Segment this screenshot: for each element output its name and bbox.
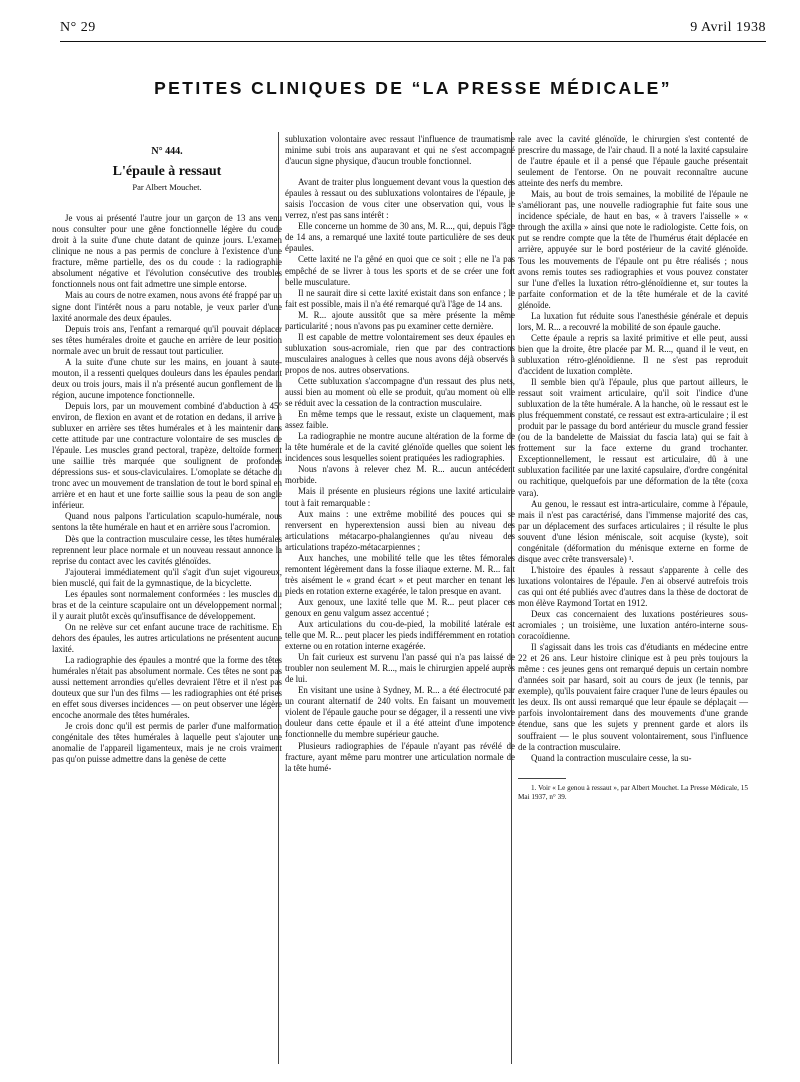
- paragraph: A la suite d'une chute sur les mains, en jouant à saute-mouton, il a ressenti quelques douleurs dans les épaules pendant deux ou trois jours, mais il n'a présenté aucun gonflement de la région, aucune impotence fonctionnelle.: [52, 356, 282, 400]
- paragraph: Mais il présente en plusieurs régions une laxité articulaire tout à fait remarquable :: [285, 486, 515, 508]
- paragraph: Aux mains : une extrême mobilité des pouces qui se renversent en hyperextension aussi bien au niveau des articulations métacarpo-phalangiennes qu'au niveau des articulations trapézo-métacarpiennes ;: [285, 508, 515, 552]
- paragraph: En même temps que le ressaut, existe un claquement, mais assez faible.: [285, 409, 515, 431]
- paragraph: On ne relève sur cet enfant aucune trace de rachitisme. En dehors des épaules, les autres articulations ne présentent aucune laxité.: [52, 621, 282, 654]
- paragraph: Depuis lors, par un mouvement combiné d'abduction à 45° environ, de flexion en avant et de rotation en dedans, il arrive à subluxer en arrière ses têtes humérales et à les maintenir dans cette attitude par une contracture volontaire de ses muscles de l'épaule. Les muscles grand pectoral, trapèze, deltoïde forment une saillie très marquée que soulignent de profondes dépressions sus- et sous-claviculaires. L'omoplate se détache du tronc avec un mouvement de translation de tout le bord spinal en arrière et en haut et une forte saillie sous la peau de son angle inférieur.: [52, 400, 282, 511]
- paragraph: Nous n'avons à relever chez M. R... aucun antécédent morbide.: [285, 464, 515, 486]
- header-rule: [60, 41, 766, 42]
- paragraph: Mais, au bout de trois semaines, la mobilité de l'épaule ne s'améliorant pas, une nouvelle radiographie fut faite sous une incidence spéciale, de haut en bas, « à travers l'aisselle » « through the axilla » ainsi que note le radiologiste. Cette fois, on put se rendre compte que la tête de l'humérus était déplacée en arrière, appuyée sur le bord postérieur de la cavité glénoïde. Tous les mouvements de l'épaule ont pu être réalisés ; nous avons remis toutes ses radiographies et vous pouvez constater sur l'une d'elles la luxation rétro-glénoïdienne et, sur toutes la parfaite conformation et de la tête humérale et de la cavité glénoïde.: [518, 189, 748, 310]
- paragraph: Cette subluxation s'accompagne d'un ressaut des plus nets, aussi bien au moment où elle se produit, qu'au moment où elle se réduit avec la cessation de la contraction musculaire.: [285, 375, 515, 409]
- paragraph: M. R... ajoute aussitôt que sa mère présente la même particularité ; nous n'avons pas pu examiner cette dernière.: [285, 309, 515, 331]
- column-1: [52, 146, 282, 765]
- paragraph: Plusieurs radiographies de l'épaule n'ayant pas révélé de fracture, ayant même paru montrer une articulation normale de la tête humé-: [285, 740, 515, 773]
- article-title: L'épaule à ressaut: [112, 164, 222, 180]
- paragraph: J'ajouterai immédiatement qu'il s'agit d'un sujet vigoureux, bien musclé, qui fait de la gymnastique, de la bicyclette.: [52, 566, 282, 588]
- paragraph: Il est capable de mettre volontairement ses deux épaules en subluxation sous-acromiale, rien que par des contractions musculaires analogues à celles que nous avons déjà observés à propos de nos. autres observations.: [285, 331, 515, 375]
- issue-date: 9 Avril 1938: [690, 20, 766, 35]
- article-number: N° 444.: [151, 146, 183, 157]
- article-byline: Par Albert Mouchet.: [132, 182, 202, 193]
- paragraph: Je crois donc qu'il est permis de parler d'une malformation congénitale des têtes humérales à laquelle peut s'ajouter une anomalie de l'appareil ligamenteux, mais je ne crois vraiment pas qu'on puisse admettre dans la genèse de cette: [52, 721, 282, 765]
- paragraph: Aux articulations du cou-de-pied, la mobilité latérale est telle que M. R... peut placer les pieds indifféremment en rotation externe ou en rotation interne exagérée.: [285, 619, 515, 652]
- footnote: 1. Voir « Le genou à ressaut », par Albert Mouchet. La Presse Médicale, 15 Mai 1937, n° 39.: [518, 783, 748, 802]
- paragraph: Il semble bien qu'à l'épaule, plus que partout ailleurs, le ressaut soit vraiment articulaire, qu'il soit l'indice d'une subluxation de la tête humérale. A la hanche, où le ressaut est le plus fréquemment constaté, ce ressaut est extra-articulaire ; il est produit par le passage du bord antérieur du muscle grand fessier (ou de la bandelette de Maissiat du fascia lata) qui se fait à frottement sur la face externe du grand trochanter. Exceptionnellement, le ressaut est articulaire, dû à une subluxation facilitée par une laxité capsulaire, d'ordre congénital ou rachitique, quelquefois par une déformation de la tête (coxa vara).: [518, 377, 748, 498]
- paragraph: Depuis trois ans, l'enfant a remarqué qu'il pouvait déplacer ses têtes humérales droite et gauche en arrière de leur position normale avec un bruit de ressaut tout particulier.: [52, 323, 282, 356]
- paragraph: Je vous ai présenté l'autre jour un garçon de 13 ans venu nous consulter pour une gêne fonctionnelle légère du coude droit à la suite d'une chute datant de quinze jours. L'examen clinique ne nous a pas permis de conclure à l'existence d'une fracture, même partielle, des os du coude : la radiographie absolument négative et l'évolution consécutive des troubles fonctionnels nous ont fait admettre une simple entorse.: [52, 213, 282, 290]
- column-3: [518, 134, 748, 803]
- paragraph: Aux hanches, une mobilité telle que les têtes fémorales remontent légèrement dans la fosse iliaque externe. M. R... fait très aisément le « grand écart » et peut marcher en tenant les pieds en rotation externe exagérée, le talon presque en avant.: [285, 552, 515, 596]
- paragraph: Il ne saurait dire si cette laxité existait dans son enfance ; le fait est possible, mais il n'a été remarqué qu'à l'âge de 14 ans.: [285, 287, 515, 309]
- paragraph: L'histoire des épaules à ressaut s'apparente à celle des luxations volontaires de l'épaule. J'en ai observé autrefois trois cas qui ont été publiés avec d'autres dans la thèse de doctorat de mon élève Raymond Tortat en 1912.: [518, 564, 748, 608]
- paragraph: rale avec la cavité glénoïde, le chirurgien s'est contenté de prescrire du massage, de l'air chaud. Il a noté la laxité capsulaire de l'autre épaule et il a pensé que l'épaule gauche présentait seulement de l'entorse. On ne pouvait reconnaître aucune atteinte des nerfs du membre.: [518, 134, 748, 189]
- paragraph: Cette épaule a repris sa laxité primitive et elle peut, aussi bien que la droite, être placée par M. R..., quand il le veut, en subluxation rétro-glénoïdienne. Il ne s'est pas reproduit d'accident de luxation complète.: [518, 332, 748, 376]
- paragraph: subluxation volontaire avec ressaut l'influence de traumatisme minime subi trois ans auparavant et qui ne s'est accompagné d'aucun signe physique, d'aucun trouble fonctionnel.: [285, 134, 515, 167]
- paragraph: Avant de traiter plus longuement devant vous la question des épaules à ressaut ou des subluxations volontaires de l'épaule, je saisis l'occasion de vous citer une observation qui, vous le verrez, n'est pas sans intérêt :: [285, 177, 515, 221]
- paragraph: Les épaules sont normalement conformées : les muscles du bras et de la ceinture scapulaire ont un développement normal ; il y aurait plutôt excès qu'insuffisance de développement.: [52, 588, 282, 621]
- paragraph: En visitant une usine à Sydney, M. R... a été électrocuté par un courant alternatif de 240 volts. En faisant un mouvement violent de l'épaule gauche pour se dégager, il a ressenti une vive douleur dans cette épaule et il a été atteint d'une impotence fonctionnelle du membre supérieur gauche.: [285, 685, 515, 740]
- paragraph: Mais au cours de notre examen, nous avons été frappé par un signe dont l'intérêt nous a paru notable, je veux parler d'une laxité anormale des deux épaules.: [52, 290, 282, 323]
- paragraph: Un fait curieux est survenu l'an passé qui n'a pas laissé de troubler non seulement M. R..., mais le chirurgien appelé auprès de lui.: [285, 652, 515, 685]
- paragraph: Il s'agissait dans les trois cas d'étudiants en médecine entre 22 et 26 ans. Leur histoire clinique est à peu près toujours la même : ces jeunes gens ont remarqué depuis un certain nombre d'années soit par hasard, soit au cours de jeux (le tennis, par exemple), qu'ils pouvaient faire craquer l'une de leurs épaules ou les deux. Ils ont aussi remarqué que leur épaule se déplaçait — parfois involontairement dans des mouvements d'une grande étendue, sans que les sujets y prennent garde et alors ils souffraient — le plus souvent volontairement, sous l'influence de la contraction musculaire.: [518, 642, 748, 752]
- column-2: [285, 134, 515, 774]
- paragraph: Quand la contraction musculaire cesse, la su-: [531, 752, 692, 763]
- paragraph: Aux genoux, une laxité telle que M. R... peut placer ces genoux en genu valgum assez accentué ;: [285, 596, 515, 618]
- paragraph: Dès que la contraction musculaire cesse, les têtes humérales reprennent leur place normale et un nouveau ressaut annonce la reprise du contact avec les cavités glénoïdes.: [52, 533, 282, 566]
- paragraph: La luxation fut réduite sous l'anesthésie générale et depuis lors, M. R... a recouvré la mobilité de son épaule gauche.: [518, 310, 748, 332]
- issue-number: N° 29: [60, 20, 96, 35]
- paragraph: Au genou, le ressaut est intra-articulaire, comme à l'épaule, mais il n'est pas caractérisé, dans l'immense majorité des cas, par un déplacement des surfaces articulaires ; il résulte le plus souvent d'une lésion méniscale, soit acquise (kyste), soit congénitale (déformation du ménisque externe en forme de disque avec crête transversale) ¹.: [518, 498, 748, 564]
- paragraph: Elle concerne un homme de 30 ans, M. R..., qui, depuis l'âge de 14 ans, a remarqué une laxité toute particulière de ses deux épaules.: [285, 221, 515, 254]
- footnote-rule: [518, 778, 566, 779]
- paragraph: La radiographie des épaules a montré que la forme des têtes humérales n'était pas absolument normale. Ces têtes ne sont pas aussi nettement arrondies qu'elles devraient l'être et il n'est pas douteux que sur l'un des films — les radiographies ont été prises en effet sous diverses incidences — on peut observer une légère encoche anormale des têtes humérales.: [52, 655, 282, 721]
- section-headline: PETITES CLINIQUES DE “LA PRESSE MÉDICALE”: [154, 78, 672, 98]
- paragraph: Deux cas concernaient des luxations postérieures sous-acromiales ; un troisième, une luxation antéro-interne sous-coracoïdienne.: [518, 609, 748, 642]
- paragraph: Quand nous palpons l'articulation scapulo-humérale, nous sentons la tête humérale en haut et en arrière sous l'acromion.: [52, 511, 282, 533]
- paragraph: Cette laxité ne l'a gêné en quoi que ce soit ; elle ne l'a pas empêché de se livrer à tous les sports et de se créer une fort belle musculature.: [285, 254, 515, 287]
- paragraph: La radiographie ne montre aucune altération de la forme de la tête humérale et de la cavité glénoïde quelles que soient les incidences sous lesquelles soient pratiquées les radiographies.: [285, 431, 515, 464]
